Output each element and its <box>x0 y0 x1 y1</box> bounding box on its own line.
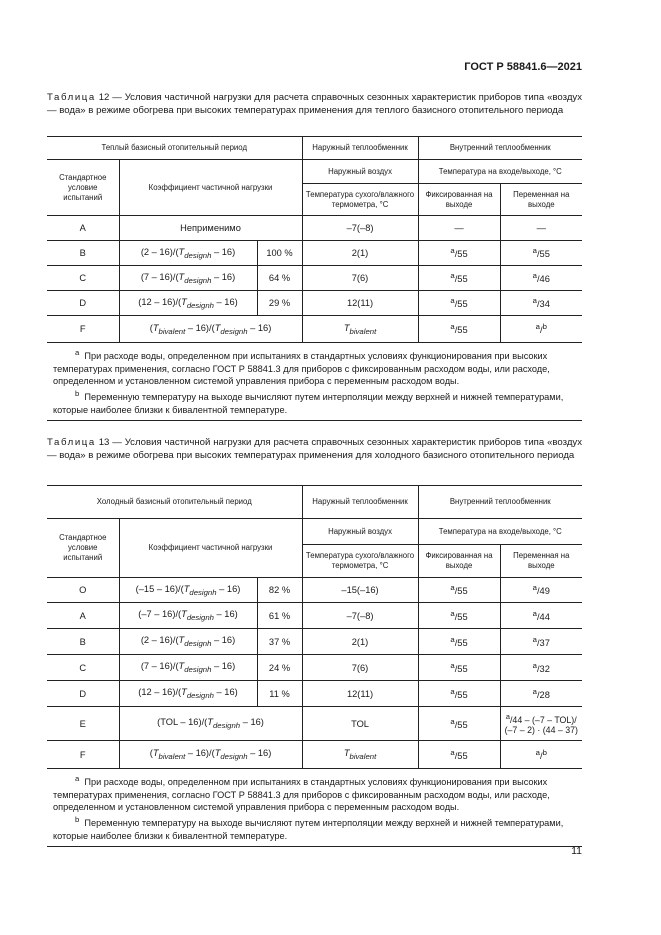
note-a: a <box>450 583 455 593</box>
page-number: 11 <box>571 845 582 857</box>
air-cell: 7(6) <box>302 655 418 681</box>
formula-part: (2 – 16)/( <box>140 635 179 646</box>
table-footnotes <box>47 769 582 847</box>
formula-cell <box>119 707 302 741</box>
variable-cell <box>500 316 582 343</box>
fixed-cell <box>418 741 500 769</box>
value: /28 <box>536 690 550 701</box>
table-row <box>47 291 582 316</box>
outdoor-air-header: Наружный воздух <box>302 160 418 184</box>
symbol-t: T <box>181 609 187 620</box>
formula-cell <box>119 241 257 266</box>
pct-cell: 64 % <box>257 266 302 291</box>
variable-cell <box>500 741 582 769</box>
variable-cell <box>500 241 582 266</box>
cond-cell: E <box>47 707 119 741</box>
formula-part: – 16) <box>216 583 241 594</box>
symbol-t: T <box>214 322 221 333</box>
symbol-sub: designh <box>184 638 212 648</box>
formula-part: (12 – 16)/( <box>138 687 182 698</box>
table-footnotes <box>47 343 582 421</box>
variable-line-1 <box>503 711 581 726</box>
formula-part: – 16) <box>211 661 236 672</box>
note-a: a <box>532 246 537 256</box>
formula-cell <box>119 266 257 291</box>
table-row <box>47 707 582 741</box>
table-row <box>47 603 582 629</box>
temp-in-out-header: Температура на входе/выходе, °C <box>418 519 582 545</box>
variable-cell <box>500 629 582 655</box>
value: /44 – (–7 – TOL)/ <box>509 714 577 725</box>
formula-part: – 16) <box>211 246 236 257</box>
caption-label: Таблица <box>47 437 96 448</box>
symbol-sub: designh <box>186 690 214 700</box>
pct-cell: 82 % <box>257 578 302 603</box>
coef-header: Коэффициент частичной нагрузки <box>119 519 302 578</box>
value: /55 <box>454 664 468 675</box>
value: / <box>539 325 543 336</box>
table-row <box>47 681 582 707</box>
symbol-t: T <box>178 635 185 646</box>
value: /55 <box>454 249 468 260</box>
value: /55 <box>536 249 550 260</box>
symbol-t: T <box>207 717 213 728</box>
footnote-a <box>53 773 576 814</box>
symbol-t: T <box>181 296 187 307</box>
note-b: b <box>542 747 547 757</box>
footnote-text: При расходе воды, определенном при испытаниях в стандартных условиях функционирования при высоких температурах применения, согласно ГОСТ Р 58841.3 для приборов с фиксированным расходом воды, или расходе, определенном и установленном системой управления прибора с переменным расходом воды. <box>53 351 550 387</box>
air-cell: –7(–8) <box>302 216 418 241</box>
variable-cell <box>500 681 582 707</box>
symbol-t: T <box>214 748 221 759</box>
air-cell: 12(11) <box>302 681 418 707</box>
cond-cell: D <box>47 681 119 707</box>
variable-cell <box>500 291 582 316</box>
cond-cell: F <box>47 741 119 769</box>
note-a: a <box>450 660 455 670</box>
note-b: b <box>75 814 80 824</box>
formula-cell: $(T_{bivalent} - 16)/(T_{designh} - 16)$ <box>119 741 302 769</box>
value: /37 <box>536 638 550 649</box>
symbol-sub: bivalent <box>158 326 186 336</box>
coef-header: Коэффициент частичной нагрузки <box>119 160 302 216</box>
air-cell: 7(6) <box>302 266 418 291</box>
symbol-t: T <box>152 322 159 333</box>
symbol-t: T <box>183 583 190 594</box>
note-b: b <box>542 322 547 332</box>
value: /55 <box>454 325 468 336</box>
note-a: a <box>450 608 455 618</box>
formula-cell <box>119 655 257 681</box>
value: /46 <box>536 274 550 285</box>
note-a: a <box>505 711 510 721</box>
standard-number: ГОСТ Р 58841.6—2021 <box>464 61 582 73</box>
symbol-t: T <box>178 246 185 257</box>
dry-wet-header: Температура сухого/влажного термометра, °C <box>302 545 418 578</box>
caption-label: Таблица <box>47 92 96 103</box>
formula-part: (7 – 16)/( <box>140 661 179 672</box>
air-cell: 2(1) <box>302 629 418 655</box>
formula-part: (2 – 16)/( <box>140 246 179 257</box>
formula-part: – 16) <box>213 687 238 698</box>
note-a: a <box>450 716 455 726</box>
pct-cell: 61 % <box>257 603 302 629</box>
fixed-cell: — <box>418 216 500 241</box>
symbol-sub: designh <box>184 275 212 285</box>
symbol-sub: designh <box>186 300 214 310</box>
table-12 <box>47 136 582 421</box>
cond-cell: A <box>47 603 119 629</box>
table-row <box>47 655 582 681</box>
table-row <box>47 216 582 241</box>
cond-cell: B <box>47 241 119 266</box>
value: /32 <box>536 664 550 675</box>
fixed-header: Фиксированная на выходе <box>418 184 500 216</box>
note-a: a <box>532 634 537 644</box>
period-header: Теплый базисный отопительный период <box>47 137 302 160</box>
table-13-caption <box>47 437 582 462</box>
pct-cell: 29 % <box>257 291 302 316</box>
symbol-sub: designh <box>212 720 241 730</box>
table-row <box>47 629 582 655</box>
formula-part: – 16) <box>213 609 238 620</box>
fixed-cell <box>418 707 500 741</box>
value: /55 <box>454 612 468 623</box>
indoor-hx-header: Внутренний теплообменник <box>418 486 582 519</box>
note-a: a <box>450 322 455 332</box>
symbol-sub: designh <box>220 751 248 761</box>
period-header: Холодный базисный отопительный период <box>47 486 302 519</box>
footnote-b <box>53 814 576 842</box>
indoor-hx-header: Внутренний теплообменник <box>418 137 582 160</box>
value: /55 <box>454 690 468 701</box>
note-a: a <box>450 296 455 306</box>
value: /55 <box>454 586 468 597</box>
air-cell: TOL <box>302 707 418 741</box>
formula-cell <box>119 681 257 707</box>
fixed-cell <box>418 291 500 316</box>
outdoor-air-header: Наружный воздух <box>302 519 418 545</box>
pct-cell: 24 % <box>257 655 302 681</box>
fixed-cell <box>418 629 500 655</box>
table-row <box>47 241 582 266</box>
symbol-t: T <box>178 661 185 672</box>
std-cond-header: Стандартное условие испытаний <box>47 519 119 578</box>
footnote-a <box>53 347 576 388</box>
variable-header: Переменная на выходе <box>500 184 582 216</box>
table-12-caption <box>47 92 582 117</box>
note-a: a <box>535 322 540 332</box>
fixed-cell <box>418 681 500 707</box>
note-a: a <box>450 686 455 696</box>
formula-part: (–7 – 16)/( <box>138 609 182 620</box>
symbol-sub: designh <box>184 250 212 260</box>
note-a: a <box>450 246 455 256</box>
value: /34 <box>536 299 550 310</box>
formula-part: – 16) <box>211 271 236 282</box>
fixed-cell <box>418 266 500 291</box>
pct-cell: 100 % <box>257 241 302 266</box>
cond-cell: D <box>47 291 119 316</box>
value: /55 <box>454 751 468 762</box>
air-cell <box>302 316 418 343</box>
symbol-t: T <box>178 271 185 282</box>
outdoor-hx-header: Наружный теплообменник <box>302 486 418 519</box>
footnote-text: При расходе воды, определенном при испытаниях в стандартных условиях функционирования при высоких температурах применения, согласно ГОСТ Р 58841.3 для приборов с фиксированным расходом воды, или расходе, определенном и установленном системой управления прибора с переменным расходом воды. <box>53 777 550 813</box>
symbol-t: T <box>152 748 159 759</box>
cond-cell: C <box>47 266 119 291</box>
table-row <box>47 316 582 343</box>
variable-cell <box>500 655 582 681</box>
symbol-t: T <box>343 322 350 333</box>
note-a: a <box>532 686 537 696</box>
note-a: a <box>450 634 455 644</box>
caption-text: 13 — Условия частичной нагрузки для расчета справочных сезонных характеристик приборов типа «воздух — вода» в режиме обогрева при высоких температурах применения для холодного базисного отопительного периода <box>47 437 583 461</box>
note-a: a <box>532 583 537 593</box>
symbol-t: T <box>343 748 350 759</box>
formula-part: (–15 – 16)/( <box>135 583 184 594</box>
caption-text: 12 — Условия частичной нагрузки для расчета справочных сезонных характеристик приборов типа «воздух — вода» в режиме обогрева при высоких температурах применения для теплого базисного отопительного периода <box>47 92 583 116</box>
formula-part: (7 – 16)/( <box>140 271 179 282</box>
fixed-cell <box>418 603 500 629</box>
note-a: a <box>535 747 540 757</box>
footnote-text: Переменную температуру на выходе вычисляют путем интерполяции между верхней и нижней температурами, которые наиболее близки к бивалентной температуре. <box>53 391 564 415</box>
symbol-sub: designh <box>186 612 214 622</box>
note-a: a <box>450 271 455 281</box>
formula-cell <box>119 629 257 655</box>
formula-part: – 16) <box>240 717 264 728</box>
cond-cell: C <box>47 655 119 681</box>
variable-line-2: (–7 – 2) · (44 – 37) <box>504 725 578 736</box>
value: /55 <box>454 299 468 310</box>
symbol-t: T <box>181 687 187 698</box>
formula-part: (TOL – 16)/( <box>157 717 208 728</box>
fixed-cell <box>418 241 500 266</box>
air-cell <box>302 741 418 769</box>
air-cell: 12(11) <box>302 291 418 316</box>
pct-cell: 11 % <box>257 681 302 707</box>
symbol-sub: designh <box>220 326 248 336</box>
note-a: a <box>532 608 537 618</box>
fixed-header: Фиксированная на выходе <box>418 545 500 578</box>
symbol-sub: bivalent <box>158 751 186 761</box>
formula-cell <box>119 578 257 603</box>
cond-cell: F <box>47 316 119 343</box>
pct-cell: 37 % <box>257 629 302 655</box>
cond-cell: B <box>47 629 119 655</box>
formula-part: – 16) <box>211 635 236 646</box>
cond-cell: O <box>47 578 119 603</box>
table-row <box>47 266 582 291</box>
note-a: a <box>532 660 537 670</box>
symbol-sub: bivalent <box>349 751 377 761</box>
variable-header: Переменная на выходе <box>500 545 582 578</box>
note-a: a <box>532 296 537 306</box>
table-13 <box>47 485 582 847</box>
footnote-text: Переменную температуру на выходе вычисляют путем интерполяции между верхней и нижней температурами, которые наиболее близки к бивалентной температуре. <box>53 817 564 841</box>
fixed-cell <box>418 655 500 681</box>
formula-part: – 16) <box>213 296 238 307</box>
footnote-b <box>53 388 576 416</box>
air-cell: –15(–16) <box>302 578 418 603</box>
formula-cell <box>119 291 257 316</box>
note-a: a <box>75 348 80 357</box>
temp-in-out-header: Температура на входе/выходе, °C <box>418 160 582 184</box>
variable-cell <box>500 707 582 741</box>
value: /49 <box>536 586 550 597</box>
formula-cell: $(T_{bivalent} - 16)/(T_{designh} - 16)$ <box>119 316 302 343</box>
symbol-sub: bivalent <box>349 326 377 336</box>
value: / <box>539 751 543 762</box>
value: /55 <box>454 720 468 731</box>
value: /55 <box>454 638 468 649</box>
table-row <box>47 578 582 603</box>
table-row <box>47 741 582 769</box>
note-a: a <box>75 774 80 783</box>
variable-cell <box>500 266 582 291</box>
variable-cell <box>500 603 582 629</box>
formula-part: (12 – 16)/( <box>138 296 182 307</box>
outdoor-hx-header: Наружный теплообменник <box>302 137 418 160</box>
formula-cell: Неприменимо <box>119 216 302 241</box>
variable-cell <box>500 578 582 603</box>
dry-wet-header: Температура сухого/влажного термометра, °C <box>302 184 418 216</box>
air-cell: –7(–8) <box>302 603 418 629</box>
formula-cell <box>119 603 257 629</box>
air-cell: 2(1) <box>302 241 418 266</box>
value: /44 <box>536 612 550 623</box>
value: /55 <box>454 274 468 285</box>
note-a: a <box>450 747 455 757</box>
fixed-cell <box>418 578 500 603</box>
symbol-sub: designh <box>189 587 217 597</box>
std-cond-header: Стандартное условие испытаний <box>47 160 119 216</box>
note-a: a <box>532 271 537 281</box>
fixed-cell <box>418 316 500 343</box>
cond-cell: A <box>47 216 119 241</box>
note-b: b <box>75 388 80 398</box>
symbol-sub: designh <box>184 664 212 674</box>
variable-cell: — <box>500 216 582 241</box>
